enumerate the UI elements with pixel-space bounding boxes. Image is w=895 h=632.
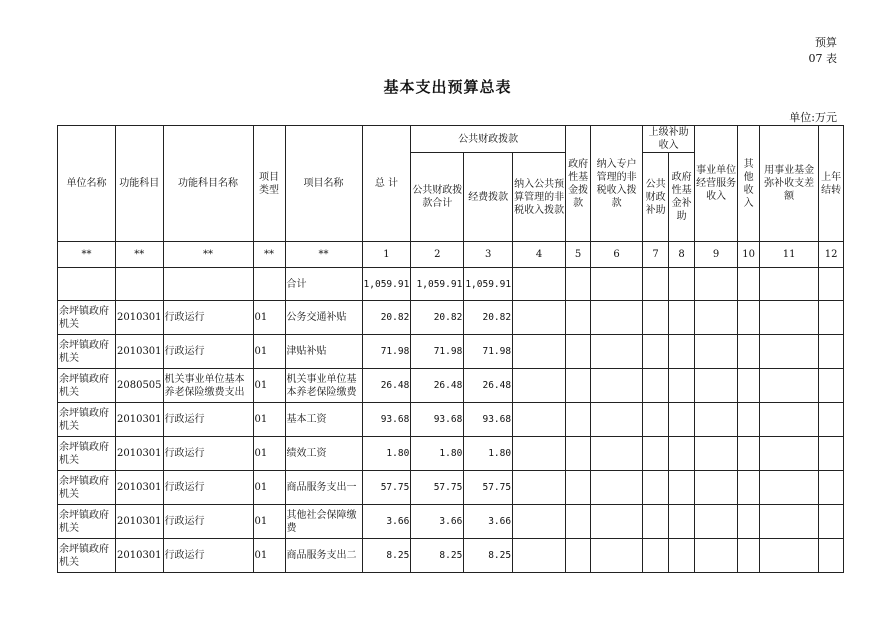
index-cell: 12 <box>819 242 844 268</box>
empty-cell <box>819 437 844 471</box>
project-name-cell: 绩效工资 <box>285 437 362 471</box>
col-group-upper-subsidy: 上级补助收入 <box>643 126 695 153</box>
index-cell: 9 <box>695 242 738 268</box>
table-number: 07 表 <box>808 52 837 65</box>
empty-cell <box>738 369 760 403</box>
index-cell: 11 <box>760 242 819 268</box>
table-row <box>58 403 844 437</box>
public-total-cell: 8.25 <box>411 539 464 573</box>
empty-cell <box>513 301 566 335</box>
empty-cell <box>760 268 819 301</box>
empty-cell <box>669 301 695 335</box>
empty-cell <box>591 471 643 505</box>
project-type-cell: 01 <box>253 403 285 437</box>
empty-cell <box>566 471 591 505</box>
fund-alloc-cell: 8.25 <box>464 539 513 573</box>
col-project-name: 项目名称 <box>285 126 362 242</box>
empty-cell <box>695 539 738 573</box>
empty-cell <box>738 471 760 505</box>
col-gov-fund: 政府性基金拨款 <box>566 126 591 242</box>
empty-cell <box>819 471 844 505</box>
total-amount-cell: 57.75 <box>362 471 411 505</box>
empty-cell <box>591 539 643 573</box>
col-prior-carry: 上年结转 <box>819 126 844 242</box>
empty-cell <box>738 539 760 573</box>
index-cell: 8 <box>669 242 695 268</box>
public-total-cell: 71.98 <box>411 335 464 369</box>
project-name-cell: 公务交通补贴 <box>285 301 362 335</box>
project-name-cell: 机关事业单位基本养老保险缴费 <box>285 369 362 403</box>
empty-cell <box>566 301 591 335</box>
func-name-cell: 行政运行 <box>163 403 253 437</box>
project-type-cell: 01 <box>253 335 285 369</box>
empty-cell <box>566 268 591 301</box>
func-code-cell: 2010301 <box>116 539 164 573</box>
empty-cell <box>669 505 695 539</box>
empty-cell <box>819 403 844 437</box>
project-type-cell: 01 <box>253 369 285 403</box>
empty-cell <box>566 505 591 539</box>
empty-cell <box>738 268 760 301</box>
func-code-cell: 2010301 <box>116 301 164 335</box>
empty-cell <box>669 539 695 573</box>
project-type-cell: 01 <box>253 471 285 505</box>
fund-alloc-cell: 93.68 <box>464 403 513 437</box>
index-cell: 6 <box>591 242 643 268</box>
fund-alloc-cell: 20.82 <box>464 301 513 335</box>
total-amount-cell: 8.25 <box>362 539 411 573</box>
fund-alloc-cell: 57.75 <box>464 471 513 505</box>
total-public-amount: 1,059.91 <box>411 268 464 301</box>
index-cell: 5 <box>566 242 591 268</box>
project-name-cell: 其他社会保障缴费 <box>285 505 362 539</box>
index-cell: 1 <box>362 242 411 268</box>
func-name-cell: 行政运行 <box>163 437 253 471</box>
empty-cell <box>643 505 669 539</box>
unit-name-cell: 余坪镇政府机关 <box>58 437 116 471</box>
empty-cell <box>819 335 844 369</box>
col-func-code: 功能科目 <box>116 126 164 242</box>
fund-alloc-cell: 71.98 <box>464 335 513 369</box>
empty-cell <box>566 369 591 403</box>
empty-cell <box>738 505 760 539</box>
func-code-cell: 2010301 <box>116 403 164 437</box>
func-name-cell: 行政运行 <box>163 539 253 573</box>
index-row <box>58 242 844 268</box>
table-row <box>58 335 844 369</box>
empty-cell <box>513 369 566 403</box>
col-upper-gov-fund: 政府性基金补助 <box>669 153 695 242</box>
empty-cell <box>695 335 738 369</box>
empty-cell <box>695 369 738 403</box>
empty-cell <box>513 471 566 505</box>
empty-cell <box>760 471 819 505</box>
func-code-cell: 2080505 <box>116 369 164 403</box>
project-name-cell: 基本工资 <box>285 403 362 437</box>
empty-cell <box>760 437 819 471</box>
total-amount-cell: 1.80 <box>362 437 411 471</box>
empty-cell <box>760 539 819 573</box>
budget-table <box>57 125 844 573</box>
index-cell: 10 <box>738 242 760 268</box>
empty-cell <box>58 268 116 301</box>
empty-cell <box>566 403 591 437</box>
fund-alloc-cell: 1.80 <box>464 437 513 471</box>
empty-cell <box>819 539 844 573</box>
func-code-cell: 2010301 <box>116 437 164 471</box>
func-name-cell: 行政运行 <box>163 471 253 505</box>
empty-cell <box>643 335 669 369</box>
empty-cell <box>643 369 669 403</box>
index-cell: ** <box>116 242 164 268</box>
index-cell: ** <box>285 242 362 268</box>
total-amount-cell: 26.48 <box>362 369 411 403</box>
empty-cell <box>591 437 643 471</box>
empty-cell <box>669 268 695 301</box>
empty-cell <box>591 335 643 369</box>
empty-cell <box>669 335 695 369</box>
empty-cell <box>760 369 819 403</box>
public-total-cell: 1.80 <box>411 437 464 471</box>
index-cell: ** <box>163 242 253 268</box>
empty-cell <box>669 471 695 505</box>
col-public-total: 公共财政拨款合计 <box>411 153 464 242</box>
col-project-type: 项目类型 <box>253 126 285 242</box>
col-nontax-in-budget: 纳入公共预算管理的非税收入拨款 <box>513 153 566 242</box>
empty-cell <box>738 335 760 369</box>
empty-cell <box>513 335 566 369</box>
empty-cell <box>643 471 669 505</box>
empty-cell <box>591 268 643 301</box>
table-row <box>58 539 844 573</box>
index-cell: 7 <box>643 242 669 268</box>
empty-cell <box>760 301 819 335</box>
empty-cell <box>760 403 819 437</box>
total-row <box>58 268 844 301</box>
total-amount-cell: 71.98 <box>362 335 411 369</box>
unit-name-cell: 余坪镇政府机关 <box>58 369 116 403</box>
project-type-cell: 01 <box>253 539 285 573</box>
total-amount: 1,059.91 <box>362 268 411 301</box>
col-func-name: 功能科目名称 <box>163 126 253 242</box>
empty-cell <box>695 471 738 505</box>
total-amount-cell: 93.68 <box>362 403 411 437</box>
empty-cell <box>669 437 695 471</box>
index-cell: 2 <box>411 242 464 268</box>
empty-cell <box>819 505 844 539</box>
empty-cell <box>695 437 738 471</box>
empty-cell <box>116 268 164 301</box>
empty-cell <box>695 505 738 539</box>
total-fund-amount: 1,059.91 <box>464 268 513 301</box>
empty-cell <box>566 335 591 369</box>
empty-cell <box>819 369 844 403</box>
table-row <box>58 505 844 539</box>
empty-cell <box>591 369 643 403</box>
unit-name-cell: 余坪镇政府机关 <box>58 539 116 573</box>
project-name-cell: 商品服务支出二 <box>285 539 362 573</box>
col-upper-public: 公共财政补助 <box>643 153 669 242</box>
project-type-cell: 01 <box>253 301 285 335</box>
col-business-income: 事业单位经营服务收入 <box>695 126 738 242</box>
header-row-1 <box>58 126 844 153</box>
table-row <box>58 301 844 335</box>
public-total-cell: 93.68 <box>411 403 464 437</box>
col-fund-balance: 用事业基金弥补收支差额 <box>760 126 819 242</box>
func-code-cell: 2010301 <box>116 335 164 369</box>
empty-cell <box>760 505 819 539</box>
col-nontax-special: 纳入专户管理的非税收入拨款 <box>591 126 643 242</box>
empty-cell <box>513 505 566 539</box>
public-total-cell: 26.48 <box>411 369 464 403</box>
public-total-cell: 57.75 <box>411 471 464 505</box>
table-row <box>58 437 844 471</box>
unit-name-cell: 余坪镇政府机关 <box>58 403 116 437</box>
empty-cell <box>513 403 566 437</box>
total-label: 合计 <box>285 268 362 301</box>
func-name-cell: 行政运行 <box>163 505 253 539</box>
table-row <box>58 369 844 403</box>
empty-cell <box>591 301 643 335</box>
func-code-cell: 2010301 <box>116 505 164 539</box>
func-name-cell: 行政运行 <box>163 301 253 335</box>
col-fund-alloc: 经费拨款 <box>464 153 513 242</box>
col-other-income: 其他收入 <box>738 126 760 242</box>
empty-cell <box>669 403 695 437</box>
empty-cell <box>695 403 738 437</box>
total-amount-cell: 20.82 <box>362 301 411 335</box>
empty-cell <box>163 268 253 301</box>
fund-alloc-cell: 26.48 <box>464 369 513 403</box>
unit-name-cell: 余坪镇政府机关 <box>58 471 116 505</box>
empty-cell <box>643 301 669 335</box>
project-type-cell: 01 <box>253 505 285 539</box>
empty-cell <box>738 403 760 437</box>
empty-cell <box>738 301 760 335</box>
empty-cell <box>643 268 669 301</box>
public-total-cell: 3.66 <box>411 505 464 539</box>
project-name-cell: 津贴补贴 <box>285 335 362 369</box>
empty-cell <box>643 539 669 573</box>
empty-cell <box>591 403 643 437</box>
page-title: 基本支出预算总表 <box>383 78 512 96</box>
index-cell: ** <box>253 242 285 268</box>
empty-cell <box>695 301 738 335</box>
func-name-cell: 机关事业单位基本养老保险缴费支出 <box>163 369 253 403</box>
unit-label: 单位:万元 <box>789 111 837 124</box>
unit-name-cell: 余坪镇政府机关 <box>58 301 116 335</box>
empty-cell <box>819 301 844 335</box>
empty-cell <box>669 369 695 403</box>
empty-cell <box>566 437 591 471</box>
project-name-cell: 商品服务支出一 <box>285 471 362 505</box>
empty-cell <box>253 268 285 301</box>
empty-cell <box>760 335 819 369</box>
empty-cell <box>695 268 738 301</box>
index-cell: 4 <box>513 242 566 268</box>
total-amount-cell: 3.66 <box>362 505 411 539</box>
public-total-cell: 20.82 <box>411 301 464 335</box>
col-total: 总 计 <box>362 126 411 242</box>
unit-name-cell: 余坪镇政府机关 <box>58 335 116 369</box>
func-code-cell: 2010301 <box>116 471 164 505</box>
fund-alloc-cell: 3.66 <box>464 505 513 539</box>
empty-cell <box>738 437 760 471</box>
project-type-cell: 01 <box>253 437 285 471</box>
empty-cell <box>591 505 643 539</box>
index-cell: ** <box>58 242 116 268</box>
index-cell: 3 <box>464 242 513 268</box>
empty-cell <box>819 268 844 301</box>
col-group-public-finance: 公共财政拨款 <box>411 126 566 153</box>
func-name-cell: 行政运行 <box>163 335 253 369</box>
empty-cell <box>566 539 591 573</box>
empty-cell <box>513 437 566 471</box>
unit-name-cell: 余坪镇政府机关 <box>58 505 116 539</box>
report-label: 预算 <box>815 36 837 49</box>
col-unit-name: 单位名称 <box>58 126 116 242</box>
empty-cell <box>513 268 566 301</box>
empty-cell <box>643 437 669 471</box>
table-row <box>58 471 844 505</box>
empty-cell <box>643 403 669 437</box>
empty-cell <box>513 539 566 573</box>
